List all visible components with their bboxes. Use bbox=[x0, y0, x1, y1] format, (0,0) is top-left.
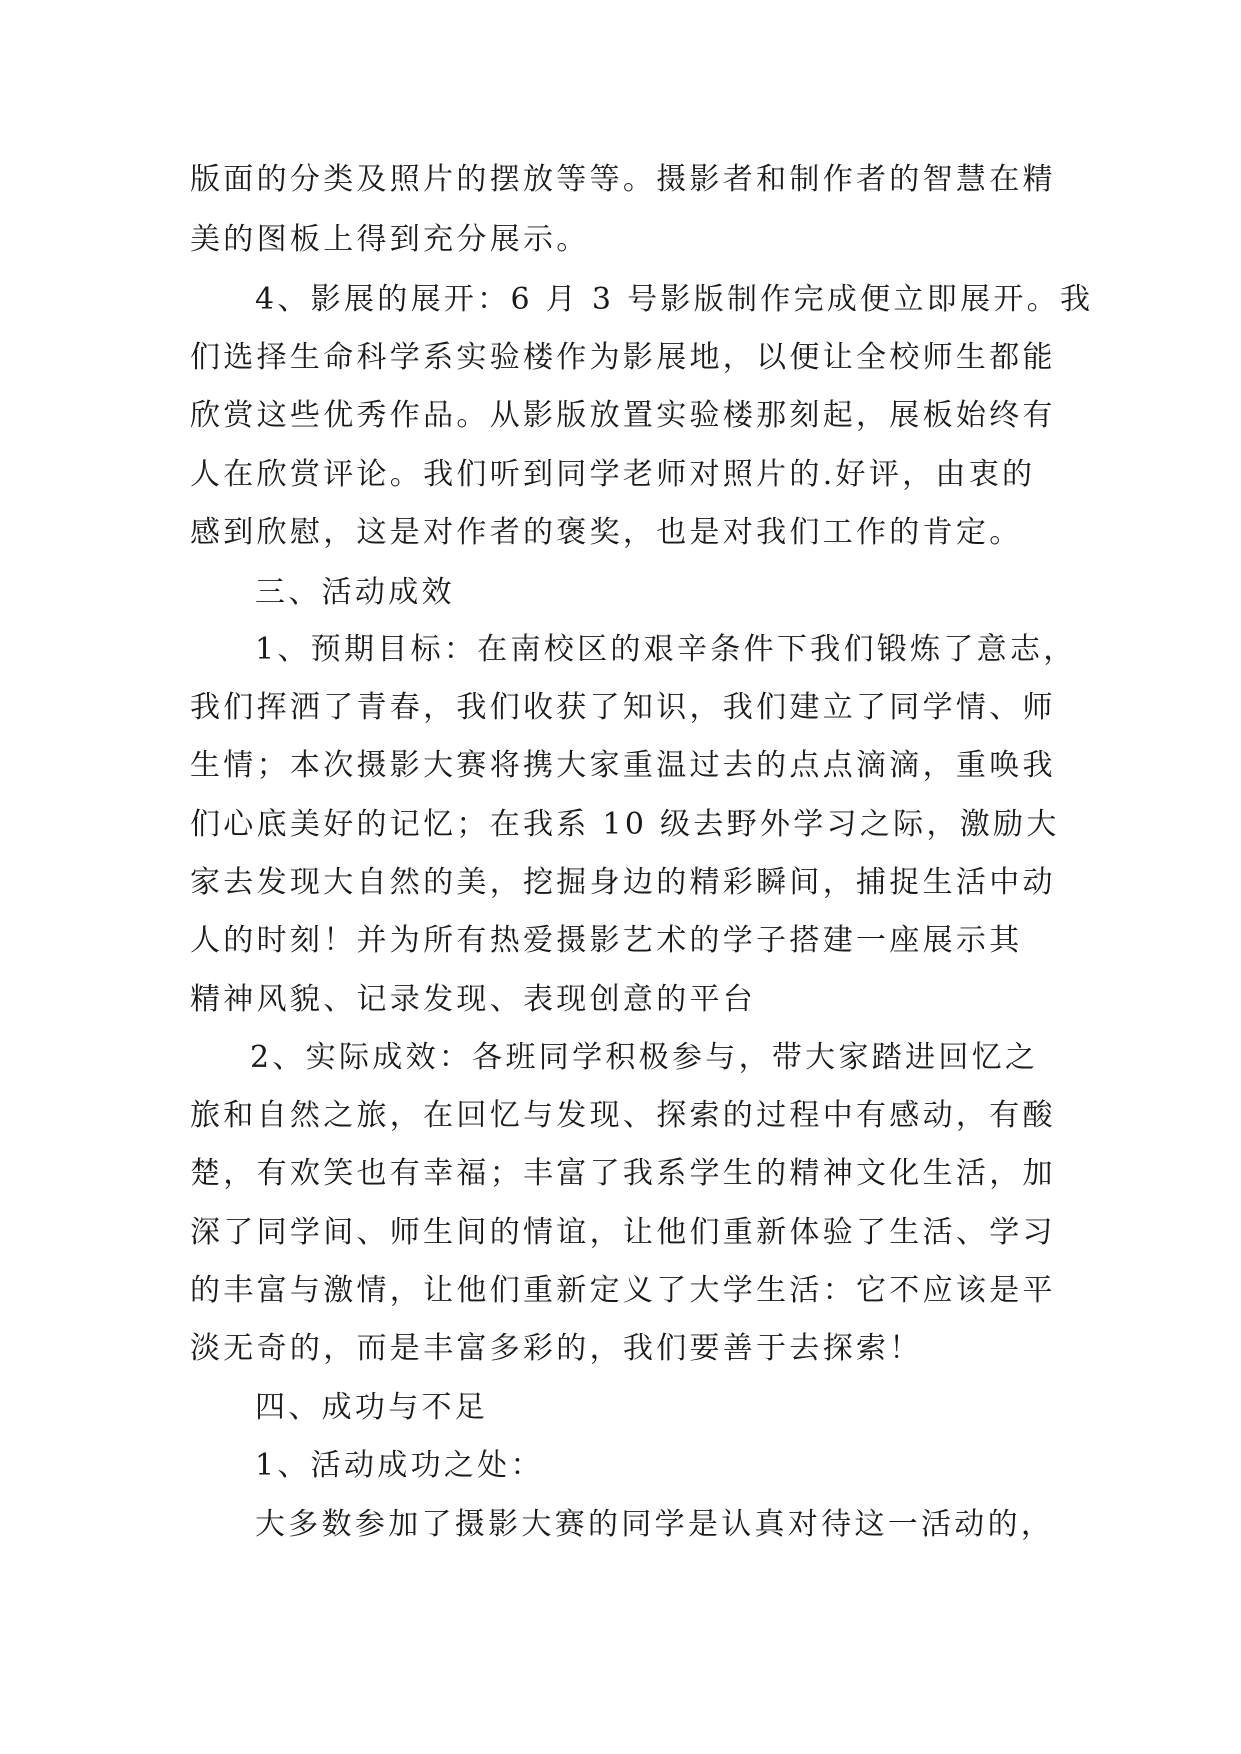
body-text-line: 的丰富与激情，让他们重新定义了大学生活：它不应该是平 bbox=[190, 1273, 1056, 1308]
section-item-heading: 2、实际成效：各班同学积极参与，带大家踏进回忆之 bbox=[250, 1040, 1039, 1075]
section-item-heading: 1、预期目标：在南校区的艰辛条件下我们锻炼了意志， bbox=[255, 632, 1077, 667]
body-text-line: 大多数参加了摄影大赛的同学是认真对待这一活动的， bbox=[255, 1507, 1055, 1542]
section-heading: 三、活动成效 bbox=[255, 575, 455, 610]
body-text-line: 精神风貌、记录发现、表现创意的平台 bbox=[190, 982, 757, 1017]
body-text-line: 们选择生命科学系实验楼作为影展地，以便让全校师生都能 bbox=[190, 340, 1056, 375]
body-text-line: 美的图板上得到充分展示。 bbox=[190, 222, 590, 257]
section-item-heading: 4、影展的展开：6 月 3 号影版制作完成便立即展开。我 bbox=[255, 282, 1094, 317]
body-text-line: 旅和自然之旅，在回忆与发现、探索的过程中有感动，有酸 bbox=[190, 1098, 1056, 1133]
body-text-line: 版面的分类及照片的摆放等等。摄影者和制作者的智慧在精 bbox=[190, 162, 1056, 197]
body-text-line: 我们挥洒了青春，我们收获了知识，我们建立了同学情、师 bbox=[190, 690, 1056, 725]
body-text-line: 感到欣慰，这是对作者的褒奖，也是对我们工作的肯定。 bbox=[190, 515, 1023, 550]
body-text-line: 家去发现大自然的美，挖掘身边的精彩瞬间，捕捉生活中动 bbox=[190, 865, 1056, 900]
body-text-line: 淡无奇的，而是丰富多彩的，我们要善于去探索！ bbox=[190, 1331, 923, 1366]
section-item-heading: 1、活动成功之处： bbox=[255, 1448, 544, 1483]
body-text-line: 深了同学间、师生间的情谊，让他们重新体验了生活、学习 bbox=[190, 1215, 1056, 1250]
section-heading: 四、成功与不足 bbox=[255, 1390, 489, 1425]
body-text-line: 欣赏这些优秀作品。从影版放置实验楼那刻起，展板始终有 bbox=[190, 398, 1056, 433]
body-text-line: 楚，有欢笑也有幸福；丰富了我系学生的精神文化生活，加 bbox=[190, 1156, 1056, 1191]
body-text-line: 人在欣赏评论。我们听到同学老师对照片的.好评，由衷的 bbox=[190, 457, 1036, 492]
body-text-line: 人的时刻！并为所有热爱摄影艺术的学子搭建一座展示其 bbox=[190, 923, 1023, 958]
body-text-line: 们心底美好的记忆；在我系 10 级去野外学习之际，激励大 bbox=[190, 807, 1060, 842]
body-text-line: 生情；本次摄影大赛将携大家重温过去的点点滴滴，重唤我 bbox=[190, 748, 1056, 783]
